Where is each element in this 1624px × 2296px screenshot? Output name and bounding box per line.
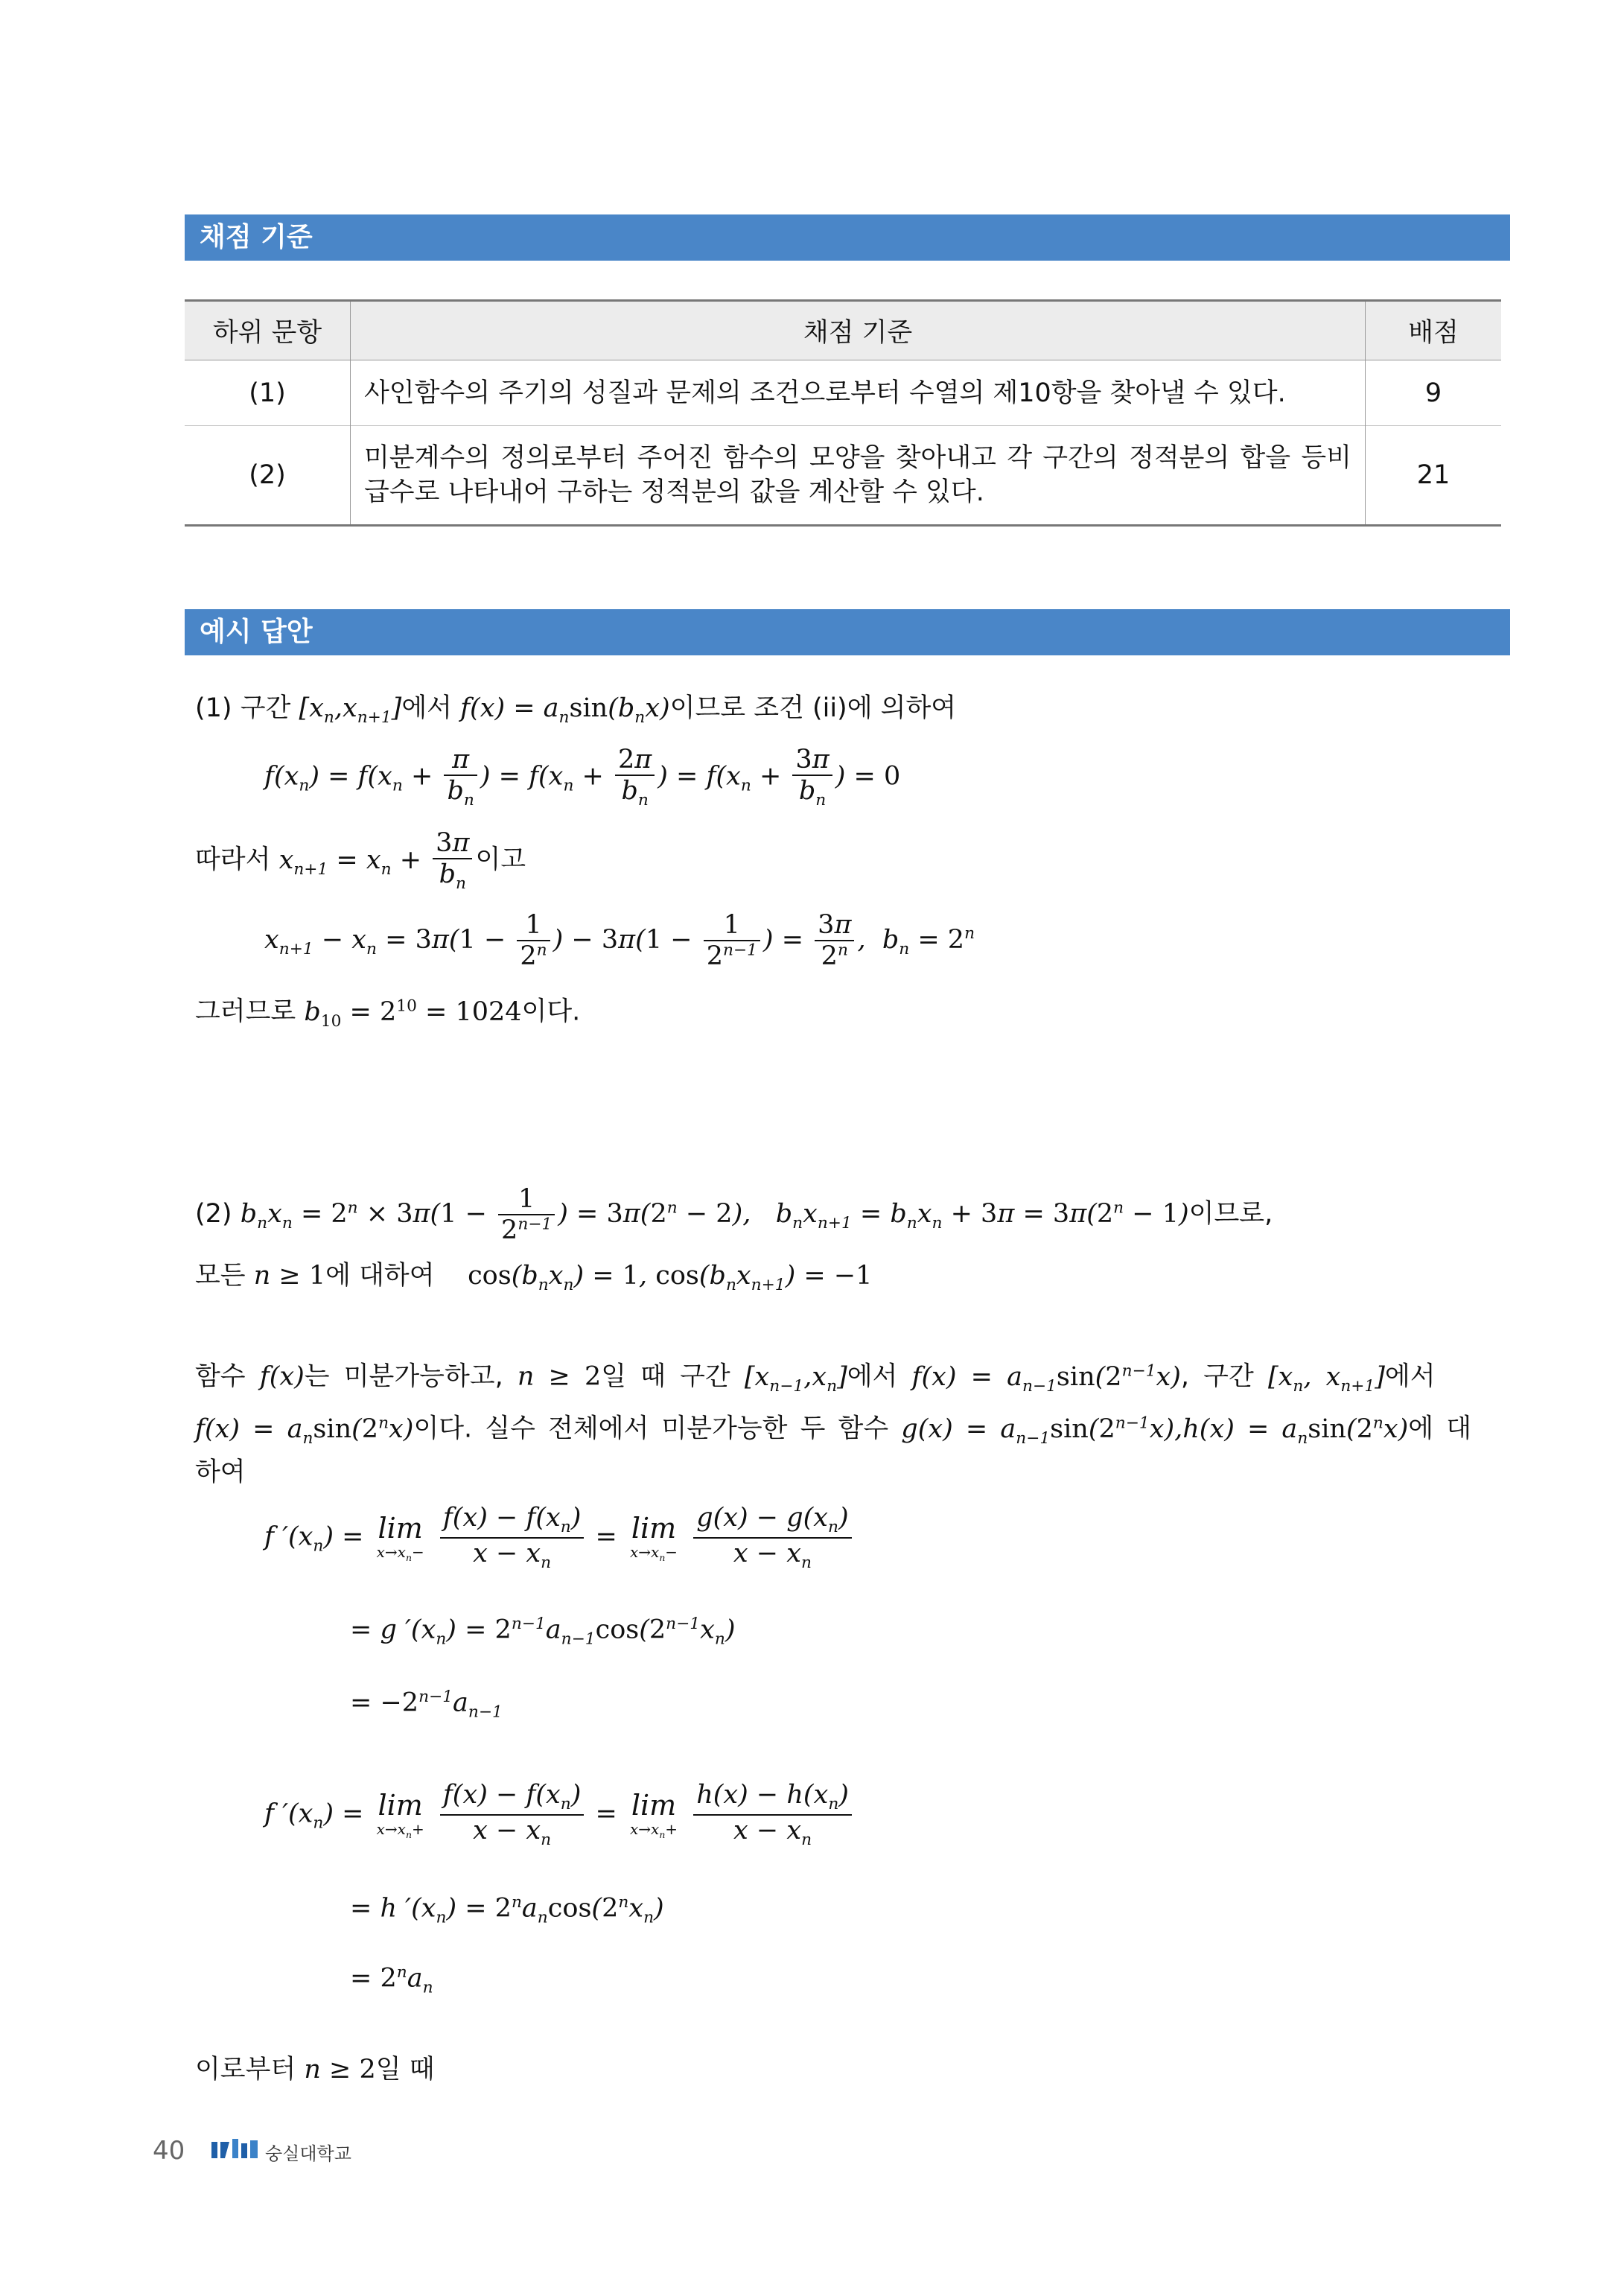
- answer-line-3: 그러므로 $b_{10} = 2^{10} = 1024$이다.: [195, 996, 581, 1031]
- text: 에서: [1384, 1361, 1436, 1392]
- section-title-answer: 예시 답안: [185, 609, 1510, 655]
- text: 는 미분가능하고,: [304, 1361, 503, 1392]
- math-left-step-2: = $-2^{n-1}a_{n-1}$: [350, 1688, 503, 1722]
- answer-line-7: $f(x) = a_n\sin(2^nx)$이다. 실수 전체에서 미분가능한 두 함수 $g(x) = a_{n-1}\sin(2^{n-1}x),h(x) = a_n\sin(2^nx)$에 대: [195, 1413, 1472, 1448]
- math-left-step-1: = g $'(x_n) = 2^{n-1}a_{n-1}\cos(2^{n-1}x_n)$: [350, 1615, 736, 1649]
- row-item: (1): [185, 360, 351, 426]
- text: 에서: [847, 1361, 898, 1392]
- text: 에 대하여: [325, 1261, 435, 1291]
- logo-mark-icon: [210, 2134, 262, 2164]
- header-score: 배점: [1366, 301, 1502, 360]
- math-eq-2: $x_{n+1} - x_n = 3\pi(1$ − $\frac{1}{2^n}$ ) − 3π(1 − $\frac{1}{2^{n-1}}$ ) = $\frac{3\pi}{2^n}$ , $b_n = 2^n$: [264, 910, 975, 972]
- text: 이로부터: [195, 2055, 296, 2084]
- row-item: (2): [185, 426, 351, 526]
- header-criteria: 채점 기준: [351, 301, 1366, 360]
- text: 이고: [475, 845, 526, 875]
- text: 따라서: [195, 845, 271, 875]
- answer-line-8: 하여: [195, 1457, 246, 1487]
- math-left-derivative: f $'(x_n)$ = lim $x\to x_n-$ $\frac{f(x) - f(x_n)}{x - x_n}$ = lim $x\to x_n-$ $\frac{g(x) - g(x_n)}{x - x_n}$: [264, 1503, 855, 1573]
- math-eq-1: $f(x_n) = f(x_n$ + $\frac{\pi}{b_n}$ ) = $f(x_n$ + $\frac{2\pi}{b_n}$ ) = $f(x_n$ + $\frac{3\pi}{b_n}$ ) = 0: [264, 745, 901, 810]
- university-logo: [210, 2134, 359, 2164]
- answer-line-1: (1) 구간 $[x_n,x_{n+1}]$에서 $f(x) = a_n\sin(b_nx)$이므로 조건 (ii)에 의하여: [195, 693, 957, 727]
- text: 에 대: [1408, 1413, 1472, 1444]
- page-number: 40: [153, 2136, 185, 2166]
- text: 그러므로: [195, 996, 296, 1027]
- section-title-criteria: 채점 기준: [185, 214, 1510, 261]
- row-criteria: 사인함수의 주기의 성질과 문제의 조건으로부터 수열의 제10항을 찾아낼 수 있다.: [351, 360, 1366, 426]
- row-score: 9: [1366, 360, 1502, 426]
- text: 이다. 실수 전체에서 미분가능한 두 함수: [413, 1413, 889, 1444]
- math-right-step-1: = h $'(x_n) = 2^na_n\cos(2^nx_n)$: [350, 1893, 664, 1927]
- text: 함수: [195, 1361, 246, 1392]
- text: 에서: [401, 693, 452, 723]
- answer-line-6: 함수 f(x)는 미분가능하고, n ≥ 2일 때 구간 $[x_{n-1},x_n]$에서 $f(x) = a_{n-1}\sin(2^{n-1}x)$, 구간 [$x_n$, $x_{n+1}$]에서: [195, 1361, 1436, 1396]
- text: 모든: [195, 1261, 246, 1291]
- text: , 구간: [1180, 1361, 1254, 1392]
- criteria-table: [185, 299, 1501, 527]
- text: (1) 구간: [195, 693, 291, 723]
- text: (2): [195, 1198, 232, 1229]
- math-right-derivative: f $'(x_n)$ = lim $x\to x_n+$ $\frac{f(x) - f(x_n)}{x - x_n}$ = lim $x\to x_n+$ $\frac{h(x) - h(x_n)}{x - x_n}$: [264, 1780, 855, 1850]
- math-right-step-2: = $2^na_n$: [350, 1963, 433, 1997]
- university-name: 숭실대학교: [265, 2143, 351, 2164]
- text: 이므로 조건 (ii)에 의하여: [669, 693, 957, 723]
- table-header-row: [185, 301, 1501, 360]
- answer-line-4: (2) $b_nx_n = 2^n \times 3\pi(1$ − $\frac{1}{2^{n-1}}$ ) = $3\pi(2^n - 2)$, $b_nx_{n+1} = b_nx_n + 3\pi = 3\pi(2^n - 1)$이므로,: [195, 1184, 1273, 1246]
- table-row: [185, 426, 1501, 526]
- row-criteria: 미분계수의 정의로부터 주어진 함수의 모양을 찾아내고 각 구간의 정적분의 합을 등비급수로 나타내어 구하는 정적분의 값을 계산할 수 있다.: [351, 426, 1366, 526]
- header-item: 하위 문항: [185, 301, 351, 360]
- text: 이다.: [521, 996, 581, 1027]
- text: 일 때: [375, 2055, 435, 2084]
- answer-line-5: 모든 n ≥ 1에 대하여 $\cos(b_nx_n) = 1$, $\cos(b_nx_{n+1}) = -1$: [195, 1261, 873, 1294]
- answer-line-2: 따라서 $x_{n+1} = x_n$ + $\frac{3\pi}{b_n}$ 이고: [195, 828, 526, 894]
- answer-line-9: 이로부터 n ≥ 2일 때: [195, 2055, 435, 2084]
- row-score: 21: [1366, 426, 1502, 526]
- table-row: [185, 360, 1501, 426]
- text: 이므로,: [1188, 1198, 1273, 1229]
- text: 일 때 구간: [601, 1361, 730, 1392]
